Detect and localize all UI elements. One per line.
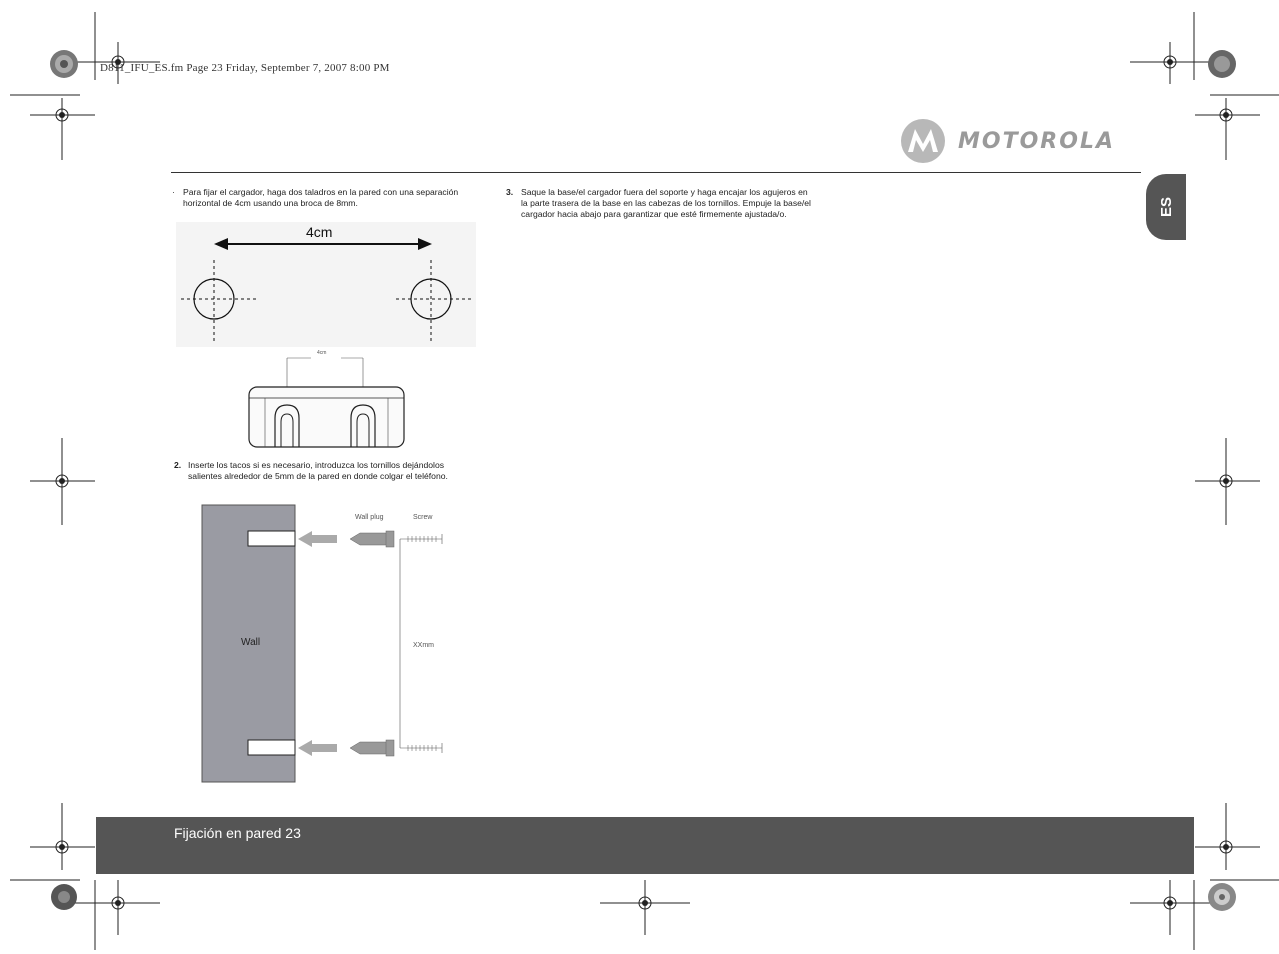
wall-label: Wall [241,637,261,648]
language-tab [1146,174,1186,240]
header-rule [171,172,1141,173]
step-3-number: 3. [506,187,514,197]
bullet-marker: · [172,187,175,197]
step-3-text: Saque la base/el cargador fuera del soporte y haga encajar los agujeros en la parte trasera de la base en las cabezas de los tornillos. Empuje la base/el cargador hacia abajo para garantizar que esté firmemente ajustada/o. [521,187,811,219]
screw-distance-label: XXmm [413,642,434,649]
wall-plug-label: Wall plug [355,514,384,521]
step-3 [506,187,811,220]
small-distance-label: 4cm [317,350,327,356]
footer-bar [96,817,1194,874]
logo-text: MOTOROLA [958,128,1115,154]
step-2-number: 2. [174,460,182,470]
drill-holes-figure [176,222,476,347]
step-2 [174,460,474,482]
language-tab-label: ES [1157,197,1175,218]
print-header: D811_IFU_ES.fm Page 23 Friday, September 7, 2007 8:00 PM [100,62,390,74]
motorola-logo [900,118,1115,164]
charger-back-figure [245,350,410,450]
footer-text: Fijación en pared 23 [174,825,301,841]
motorola-batwing-icon [900,118,946,164]
step-2-text: Inserte los tacos si es necesario, introduzca los tornillos dejándolos salientes alrededor de 5mm de la pared en donde colgar el teléfono. [188,460,448,481]
bullet-text: Para fijar el cargador, haga dos taladros en la pared con una separación horizontal de 4cm usando una broca de 8mm. [183,187,459,208]
bullet-paragraph [172,187,485,209]
screw-label: Screw [413,514,433,521]
distance-label: 4cm [306,224,333,240]
